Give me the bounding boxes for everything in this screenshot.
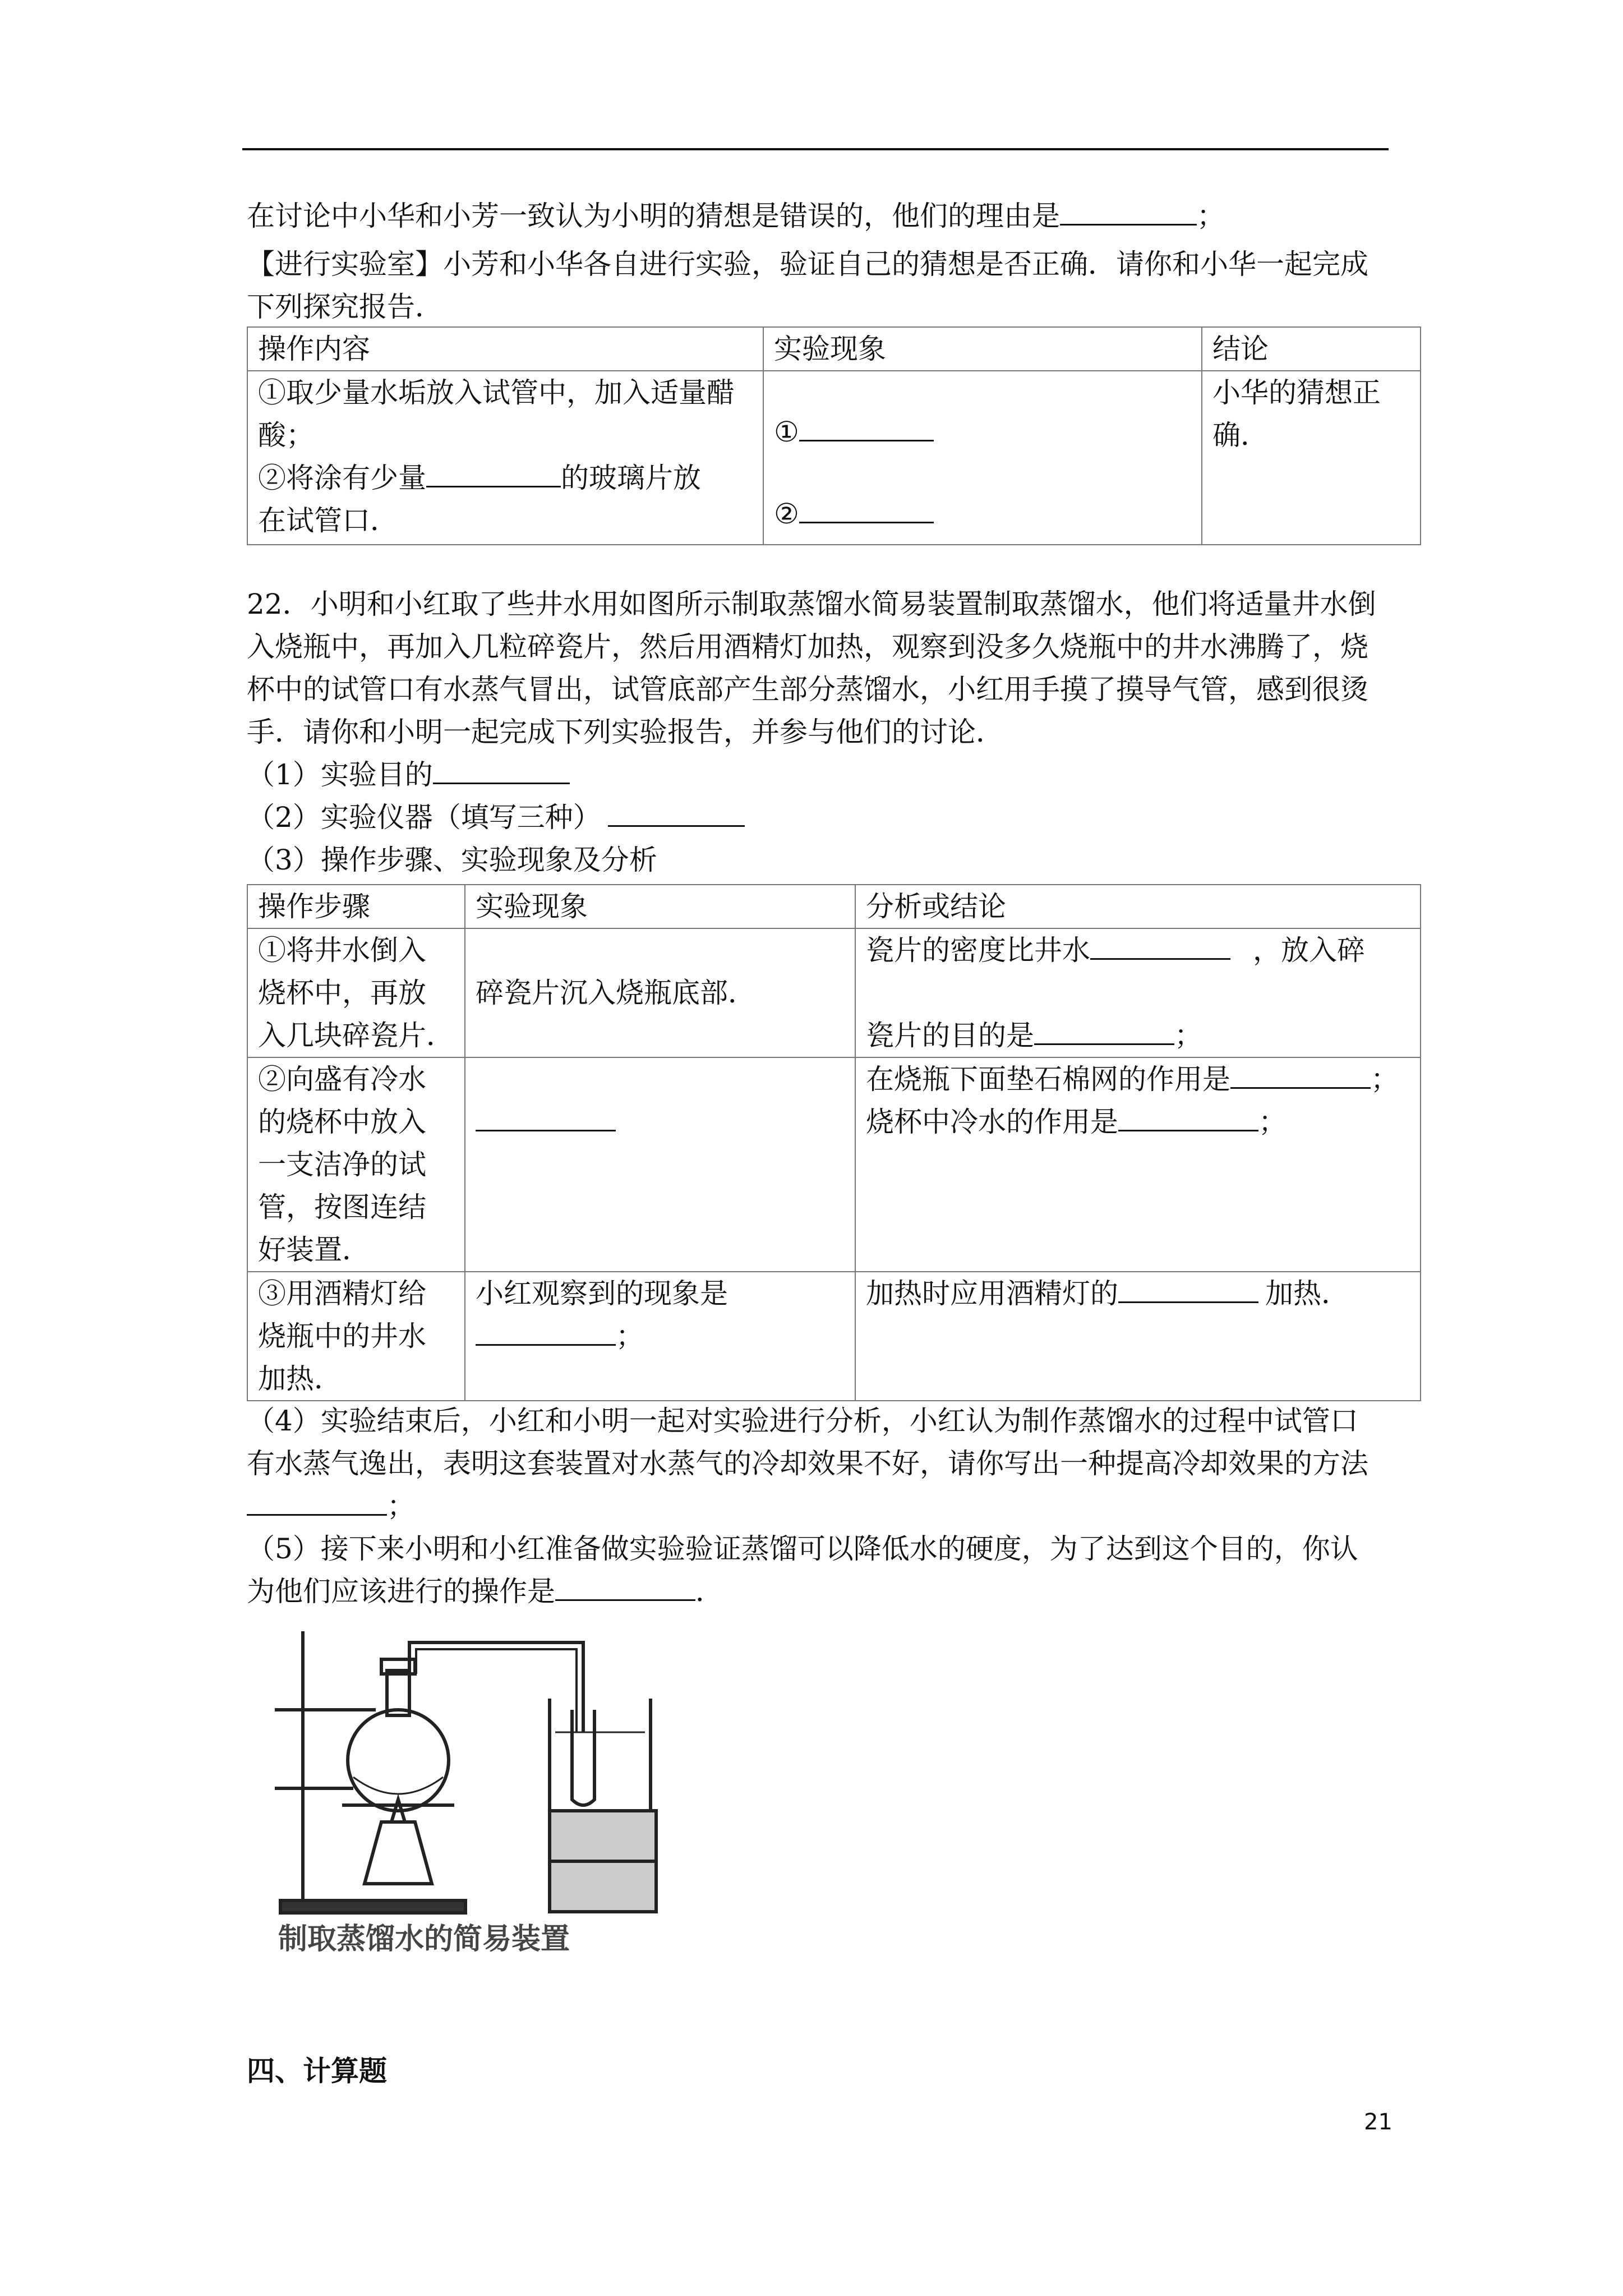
sub-question-4: （4）实验结束后，小红和小明一起对实验进行分析，小红认为制作蒸馏水的过程中试管口 (247, 1405, 1358, 1437)
table-header: 操作内容 (247, 327, 763, 371)
table-header: 操作步骤 (247, 885, 465, 928)
table-cell: ①将井水倒入 烧杯中，再放 入几块碎瓷片． (247, 928, 465, 1057)
table-cell: ① ② (763, 371, 1202, 545)
answer-blank[interactable] (1230, 1062, 1371, 1089)
answer-blank[interactable] (1034, 1019, 1174, 1045)
table-header: 结论 (1202, 327, 1421, 371)
report-table-2 (247, 884, 1421, 1401)
answer-blank[interactable] (799, 415, 934, 441)
answer-blank[interactable] (1060, 199, 1197, 226)
table-header: 分析或结论 (855, 885, 1421, 928)
header-rule (242, 148, 1389, 150)
sub-question-2: （2）实验仪器（填写三种） (247, 799, 745, 836)
question-text: 杯中的试管口有水蒸气冒出，试管底部产生部分蒸馏水，小红用手摸了摸导气管，感到很烫 (247, 673, 1368, 706)
page-number: 21 (1364, 2109, 1393, 2135)
sub-question-5: （5）接下来小明和小红准备做实验验证蒸馏可以降低水的硬度，为了达到这个目的，你认 (247, 1533, 1358, 1565)
answer-blank[interactable] (433, 758, 570, 784)
table-header: 实验现象 (763, 327, 1202, 371)
question-text: 手．请你和小明一起完成下列实验报告，并参与他们的讨论． (247, 716, 1004, 748)
answer-blank[interactable] (555, 1575, 695, 1601)
sub-question-5: 为他们应该进行的操作是 ． (247, 1575, 723, 1608)
sub-question-4: 有水蒸气逸出，表明这套装置对水蒸气的冷却效果不好，请你写出一种提高冷却效果的方法 (247, 1447, 1368, 1480)
answer-blank[interactable] (426, 461, 561, 487)
answer-blank[interactable] (1090, 933, 1230, 960)
figure-caption: 制取蒸馏水的简易装置 (278, 1922, 570, 1956)
section-heading: 四、计算题 (247, 2055, 387, 2087)
answer-blank[interactable] (799, 497, 934, 523)
sub-question-3: （3）操作步骤、实验现象及分析 (247, 844, 657, 876)
answer-blank[interactable] (476, 1105, 616, 1131)
table-cell: 小华的猜想正确． (1202, 371, 1421, 545)
answer-blank[interactable] (608, 800, 745, 827)
table-cell: 碎瓷片沉入烧瓶底部． (465, 928, 855, 1057)
report-table-1 (247, 326, 1421, 545)
sub-question-1: （1）实验目的 (247, 756, 570, 793)
table-cell: ③用酒精灯给 烧瓶中的井水 加热． (247, 1272, 465, 1401)
question-text: 入烧瓶中，再加入几粒碎瓷片，然后用酒精灯加热，观察到没多久烧瓶中的井水沸腾了，烧 (247, 631, 1368, 663)
answer-blank[interactable] (476, 1319, 616, 1346)
table-cell: 瓷片的密度比井水 ，放入碎 瓷片的目的是 ； (855, 928, 1421, 1057)
table-cell: ①取少量水垢放入试管中，加入适量醋 酸； ②将涂有少量 的玻璃片放 在试管口． (247, 371, 763, 545)
answer-blank[interactable] (1118, 1277, 1258, 1303)
question-text: 22．小明和小红取了些井水用如图所示制取蒸馏水简易装置制取蒸馏水，他们将适量井水倒 (247, 588, 1376, 620)
text-line: 在讨论中小华和小芳一致认为小明的猜想是错误的，他们的理由是 ； (247, 200, 1225, 232)
sub-question-4: ； (247, 1488, 415, 1525)
table-cell: ②向盛有冷水 的烧杯中放入 一支洁净的试 管，按图连结 好装置． (247, 1057, 465, 1272)
text-line: 【进行实验室】小芳和小华各自进行实验，验证自己的猜想是否正确．请你和小华一起完成 (247, 248, 1368, 280)
distillation-apparatus-figure (269, 1620, 673, 1957)
table-header: 实验现象 (465, 885, 855, 928)
table-cell: 加热时应用酒精灯的 加热． (855, 1272, 1421, 1401)
table-cell: 在烧瓶下面垫石棉网的作用是 ； 烧杯中冷水的作用是 ； (855, 1057, 1421, 1272)
table-cell: 小红观察到的现象是 ； (465, 1272, 855, 1401)
answer-blank[interactable] (1118, 1105, 1258, 1131)
table-cell (465, 1057, 855, 1272)
answer-blank[interactable] (247, 1489, 387, 1516)
text-line: 下列探究报告． (247, 291, 443, 323)
